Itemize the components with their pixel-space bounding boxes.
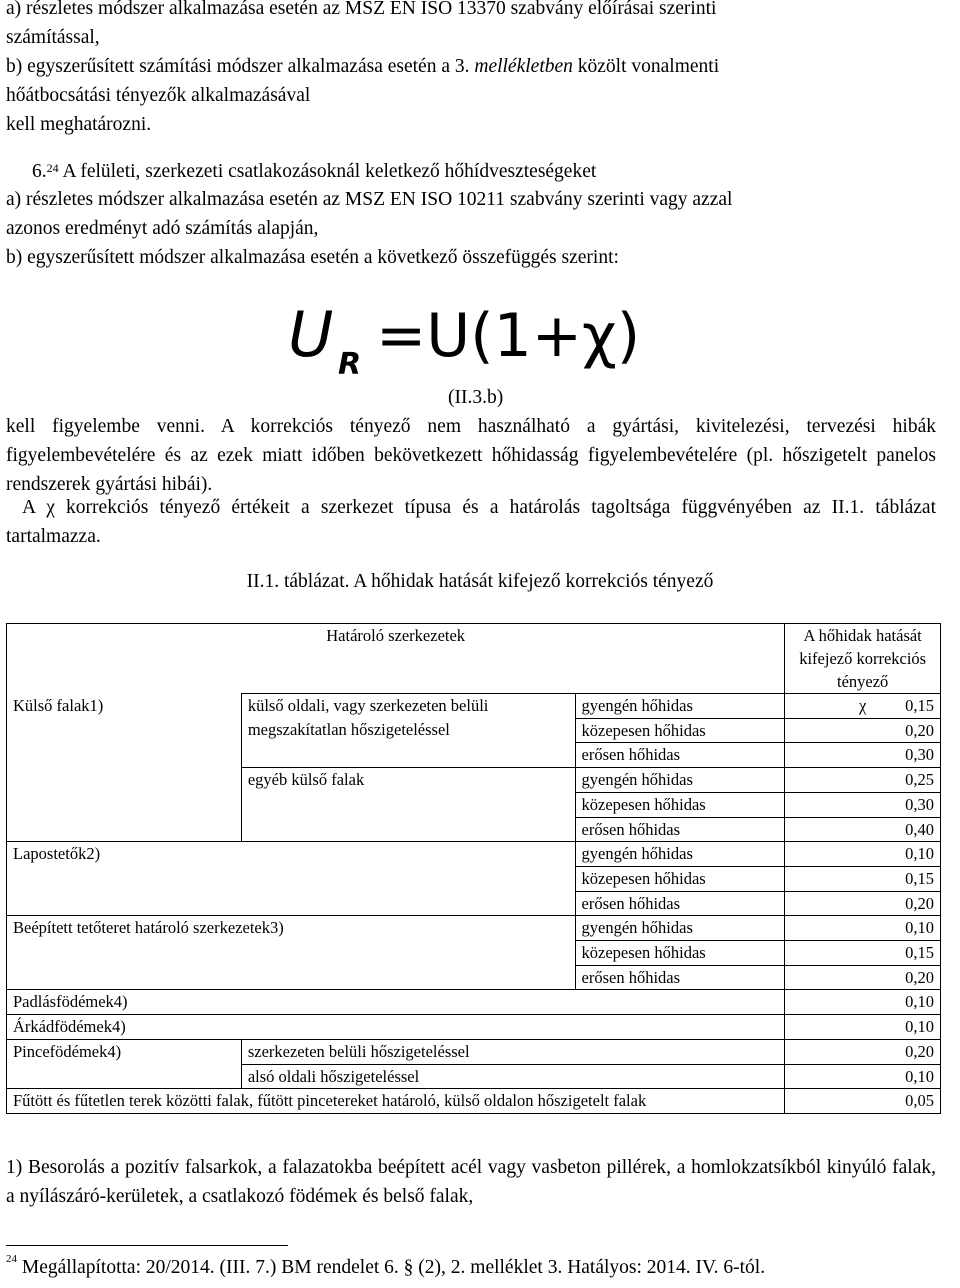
header-structures: Határoló szerkezetek [7, 624, 785, 694]
formula-u: U [288, 298, 334, 371]
table-row [7, 990, 941, 1015]
chi-symbol: χ [859, 696, 867, 715]
formula-r: R [338, 347, 362, 378]
correction-factor-table [6, 623, 941, 1114]
intro-line-b-italic: mellékletben [474, 56, 573, 77]
level-cell: erősen hőhidas [575, 891, 785, 916]
value-cell: 0,30 [785, 743, 941, 768]
row-label-futott: Fűtött és fűtetlen terek közötti falak, fűtött pincetereket határoló, külső oldalon hőszigetelt falak [7, 1089, 785, 1114]
level-cell: közepesen hőhidas [575, 792, 785, 817]
row-label-lapostetok: Lapostetők2) [7, 842, 576, 916]
value-cell: 0,25 [785, 768, 941, 793]
row-sub-pince-lower: alsó oldali hőszigeteléssel [241, 1064, 785, 1089]
equation-number: (II.3.b) [448, 387, 504, 408]
note-1: 1) Besorolás a pozitív falsarkok, a falazatokba beépített acél vagy vasbeton pillérek, a homlokzatsíkból kinyúló falak, a nyílászáró-kerületek, a csatlakozó födémek és belső falak, [6, 1156, 936, 1207]
table-header-row [7, 624, 941, 694]
table-row [7, 1089, 941, 1114]
intro-line-a: a) részletes módszer alkalmazása esetén az MSZ EN ISO 13370 szabvány előírásai szerinti [6, 0, 717, 19]
formula-image [288, 298, 668, 378]
value-cell: 0,20 [785, 965, 941, 990]
row-sub-kulso-other: egyéb külső falak [241, 768, 575, 842]
section-6-heading [32, 157, 932, 186]
value-cell: 0,05 [785, 1089, 941, 1114]
table-row [7, 842, 941, 867]
value-cell: 0,10 [785, 990, 941, 1015]
footnote-divider [6, 1245, 288, 1246]
level-cell: közepesen hőhidas [575, 718, 785, 743]
table-row [7, 694, 941, 719]
value-cell: 0,40 [785, 817, 941, 842]
footnote-ref[interactable]: 24 [46, 161, 59, 175]
value-cell: 0,30 [785, 792, 941, 817]
value-cell: 0,15 [785, 866, 941, 891]
intro-line-b-cont: hőátbocsátási tényezők alkalmazásával [6, 85, 311, 106]
intro-line-a-cont: számítással, [6, 27, 100, 48]
table-row [7, 1039, 941, 1064]
formula-rhs: =U(1+χ) [376, 301, 641, 371]
value-cell: 0,10 [785, 842, 941, 867]
level-cell: közepesen hőhidas [575, 941, 785, 966]
value-cell: 0,10 [785, 916, 941, 941]
body-paragraph-1: kell figyelembe venni. A korrekciós tényező nem használható a gyártási, kivitelezési, tervezési hibák figyelembevételére és az ezek miatt időben bekövetkezett hőhidasság figyelembevételére (pl. hőszigetelt panelos rendszerek gyártási hibái). [6, 416, 936, 495]
level-cell: gyengén hőhidas [575, 842, 785, 867]
intro-line-b-pre: b) egyszerűsített számítási módszer alkalmazása esetén a 3. [6, 56, 470, 77]
table-caption: II.1. táblázat. A hőhidak hatását kifejező korrekciós tényező [246, 571, 714, 592]
header-factor-line1: A hőhidak hatását [803, 626, 922, 645]
value-cell: 0,20 [785, 1039, 941, 1064]
section-number: 6. [32, 161, 47, 182]
intro-line-b [6, 52, 936, 81]
intro-line-b-post: közölt vonalmenti [577, 56, 720, 77]
value-cell: 0,20 [785, 718, 941, 743]
sub-label-line1: külső oldali, vagy szerkezeten belüli [247, 696, 489, 715]
body-paragraph-2: A χ korrekciós tényező értékeit a szerkezet típusa és a határolás tagoltsága függvényében az II.1. táblázat tartalmazza. [6, 497, 936, 547]
section-6-a-line1: a) részletes módszer alkalmazása esetén az MSZ EN ISO 10211 szabvány szerinti vagy azzal [6, 189, 733, 210]
section-6-a-line2: azonos eredményt adó számítás alapján, [6, 218, 319, 239]
value-cell: 0,10 [785, 1015, 941, 1040]
table-row [7, 1015, 941, 1040]
level-cell: erősen hőhidas [575, 817, 785, 842]
level-cell: közepesen hőhidas [575, 866, 785, 891]
level-cell: erősen hőhidas [575, 743, 785, 768]
level-cell: gyengén hőhidas [575, 916, 785, 941]
value-cell: 0,10 [785, 1064, 941, 1089]
table-row [7, 916, 941, 941]
row-label-padlas: Padlásfödémek4) [7, 990, 785, 1015]
intro-line-end: kell meghatározni. [6, 114, 152, 135]
footnote-mark: 24 [6, 1253, 17, 1265]
value-cell: 0,20 [785, 891, 941, 916]
level-cell: erősen hőhidas [575, 965, 785, 990]
footnote [6, 1253, 766, 1279]
header-factor [785, 624, 941, 694]
row-sub-kulso-insulated [241, 694, 575, 768]
header-factor-line3: tényező [837, 672, 889, 691]
section-heading-text: A felületi, szerkezeti csatlakozásoknál keletkező hőhídveszteségeket [62, 161, 597, 182]
row-label-pince: Pincefödémek4) [7, 1039, 242, 1088]
value-text: 0,15 [905, 696, 934, 715]
value-cell [785, 694, 941, 719]
row-label-beepitett: Beépített tetőteret határoló szerkezetek3) [7, 916, 576, 990]
level-cell: gyengén hőhidas [575, 694, 785, 719]
header-factor-line2: kifejező korrekciós [799, 649, 927, 668]
row-sub-pince-inner: szerkezeten belüli hőszigeteléssel [241, 1039, 785, 1064]
row-label-arkad: Árkádfödémek4) [7, 1015, 785, 1040]
row-label-kulso-falak: Külső falak1) [7, 694, 242, 842]
footnote-text: Megállapította: 20/2014. (III. 7.) BM rendelet 6. § (2), 2. melléklet 3. Hatályos: 2014. IV. 6-tól. [21, 1257, 766, 1278]
value-cell: 0,15 [785, 941, 941, 966]
sub-label-line2: megszakítatlan hőszigeteléssel [247, 719, 450, 739]
section-6-b-line: b) egyszerűsített módszer alkalmazása esetén a következő összefüggés szerint: [6, 247, 619, 268]
level-cell: gyengén hőhidas [575, 768, 785, 793]
